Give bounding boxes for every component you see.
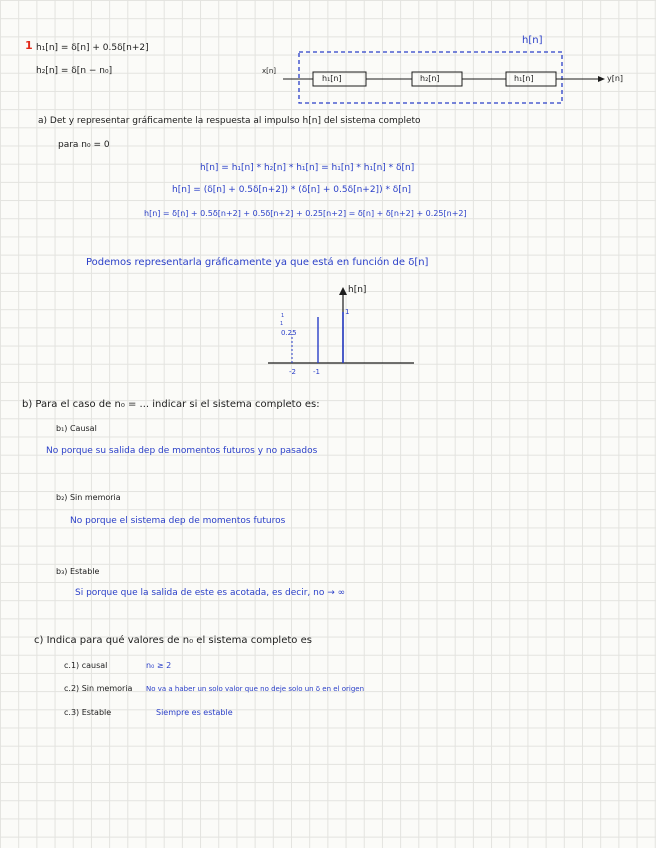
tick-label-minus-2: -2 bbox=[289, 368, 296, 376]
block-h1-second: h₁[n] bbox=[514, 74, 534, 83]
part-c1-title: c.1) causal bbox=[64, 661, 108, 670]
part-c-intro: c) Indica para qué valores de n₀ el sistema completo es bbox=[34, 635, 312, 646]
part-a-question: a) Det y representar gráficamente la respuesta al impulso h[n] del sistema completo bbox=[38, 116, 421, 126]
convolution-line-1: h[n] = h₁[n] * h₂[n] * h₁[n] = h₁[n] * h₁[n] * δ[n] bbox=[200, 163, 415, 173]
y-axis-arrow bbox=[339, 287, 347, 295]
part-b-intro: b) Para el caso de n₀ = ... indicar si el sistema completo es: bbox=[22, 399, 320, 410]
input-label: x[n] bbox=[262, 67, 277, 75]
problem-number: 1 bbox=[25, 39, 33, 52]
tick-label-minus-1: -1 bbox=[313, 368, 320, 376]
part-b3-title: b₃) Estable bbox=[56, 567, 100, 576]
part-c2-title: c.2) Sin memoria bbox=[64, 684, 133, 693]
stem-plot-graphic bbox=[0, 0, 656, 400]
block-diagram-label: h[n] bbox=[522, 35, 543, 46]
stem-plot-ylabel: h[n] bbox=[348, 285, 367, 295]
part-a-question-cont: para n₀ = 0 bbox=[58, 140, 110, 150]
part-b1-answer: No porque su salida dep de momentos futuros y no pasados bbox=[46, 446, 318, 456]
part-c3-title: c.3) Estable bbox=[64, 708, 112, 717]
part-a-comment: Podemos representarla gráficamente ya que está en función de δ[n] bbox=[86, 257, 429, 268]
part-b1-title: b₁) Causal bbox=[56, 424, 97, 433]
convolution-line-2: h[n] = (δ[n] + 0.5δ[n+2]) * (δ[n] + 0.5δ[n+2]) * δ[n] bbox=[172, 185, 412, 195]
block-h1: h₁[n] bbox=[322, 74, 342, 83]
equation-h2: h₂[n] = δ[n − n₀] bbox=[36, 66, 113, 76]
stem-label-1: 1 bbox=[281, 313, 285, 319]
output-label: y[n] bbox=[607, 74, 624, 83]
part-b3-answer: Si porque que la salida de este es acotada, es decir, no → ∞ bbox=[75, 588, 346, 598]
part-c1-answer: n₀ ≥ 2 bbox=[146, 661, 172, 670]
part-b2-answer: No porque el sistema dep de momentos futuros bbox=[70, 516, 286, 526]
part-b2-title: b₂) Sin memoria bbox=[56, 493, 121, 502]
stem-label-025: 0.25 bbox=[281, 329, 297, 337]
part-c2-answer: No va a haber un solo valor que no deje solo un δ en el origen bbox=[146, 685, 365, 693]
convolution-line-3: h[n] = δ[n] + 0.5δ[n+2] + 0.5δ[n+2] + 0.25[n+2] = δ[n] + δ[n+2] + 0.25[n+2] bbox=[144, 209, 467, 218]
part-c3-answer: Siempre es estable bbox=[156, 708, 233, 717]
stem-label-2: 1 bbox=[280, 321, 284, 327]
equation-h1: h₁[n] = δ[n] + 0.5δ[n+2] bbox=[36, 43, 149, 53]
stem-label-top: 1 bbox=[345, 308, 350, 316]
block-h2: h₂[n] bbox=[420, 74, 440, 83]
